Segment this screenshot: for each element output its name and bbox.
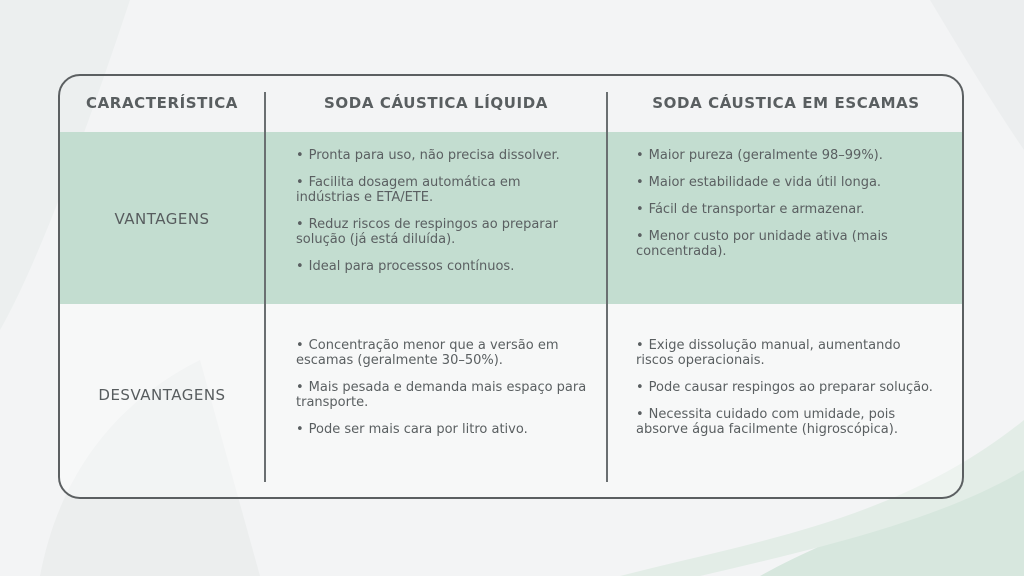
header-flake-soda: SODA CÁUSTICA EM ESCAMAS [652,94,920,112]
list-item: • Fácil de transportar e armazenar. [636,202,865,217]
liquid-disadvantages-list [296,338,596,449]
bullet-icon: • [636,338,644,353]
bullet-icon: • [296,422,304,437]
bullet-icon: • [296,259,304,274]
column-divider-2 [606,92,608,482]
list-item: • Pode ser mais cara por litro ativo. [296,422,528,437]
bullet-icon: • [296,380,304,395]
list-item: • Concentração menor que a versão em escamas (geralmente 30–50%). [296,338,559,368]
liquid-advantages-list [296,148,586,286]
column-divider-1 [264,92,266,482]
list-item: • Maior estabilidade e vida útil longa. [636,175,882,190]
bullet-icon: • [636,148,644,163]
flake-advantages-list [636,148,936,271]
bullet-icon: • [636,175,644,190]
list-item: • Maior pureza (geralmente 98–99%). [636,148,883,163]
bullet-icon: • [296,338,304,353]
list-item: • Reduz riscos de respingos ao preparar solução (já está diluída). [296,217,558,247]
bullet-icon: • [296,175,304,190]
header-characteristic: CARACTERÍSTICA [85,94,239,112]
list-item: • Ideal para processos contínuos. [296,259,515,274]
bullet-icon: • [636,202,644,217]
flake-disadvantages-list [636,338,936,449]
comparison-table [58,74,964,499]
row-label-advantages: VANTAGENS [114,210,210,228]
list-item: • Facilita dosagem automática em indústrias e ETA/ETE. [296,175,521,205]
row-label-disadvantages: DESVANTAGENS [98,386,226,404]
table-header-row [60,76,962,132]
list-item: • Pode causar respingos ao preparar solução. [636,380,933,395]
bullet-icon: • [636,229,644,244]
bullet-icon: • [296,217,304,232]
list-item: • Necessita cuidado com umidade, pois absorve água facilmente (higroscópica). [636,407,898,437]
list-item: • Pronta para uso, não precisa dissolver. [296,148,560,163]
list-item: • Mais pesada e demanda mais espaço para transporte. [296,380,587,410]
bullet-icon: • [636,407,644,422]
header-liquid-soda: SODA CÁUSTICA LÍQUIDA [324,94,548,112]
bullet-icon: • [636,380,644,395]
list-item: • Exige dissolução manual, aumentando riscos operacionais. [636,338,901,368]
list-item: • Menor custo por unidade ativa (mais concentrada). [636,229,888,259]
bullet-icon: • [296,148,304,163]
